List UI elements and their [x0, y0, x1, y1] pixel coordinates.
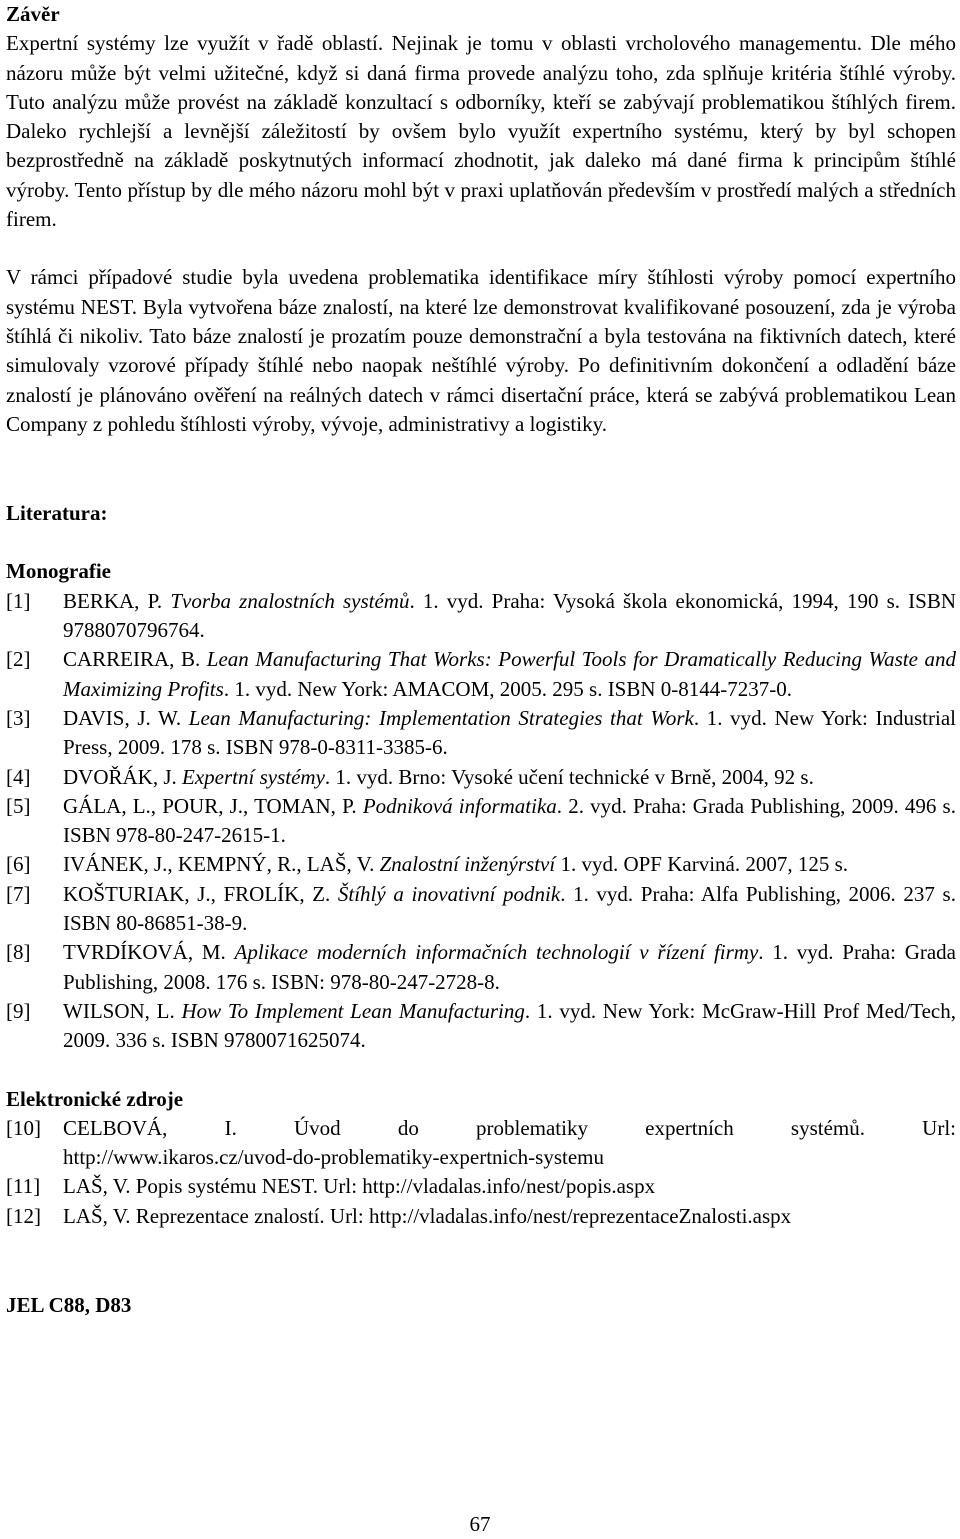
reference-text: DAVIS, J. W. Lean Manufacturing: Implementation Strategies that Work. 1. vyd. New York: Industrial Press, 2009. 178 s. ISBN 978-0-8311-3385-6.	[63, 705, 956, 760]
reference-title: Znalostní inženýrství	[379, 852, 556, 877]
reference-title: Štíhlý a inovativní podnik	[337, 881, 561, 906]
reference-text: BERKA, P. Tvorba znalostních systémů. 1. vyd. Praha: Vysoká škola ekonomická, 1994, 190 s. ISBN 9788070796764.	[63, 588, 957, 643]
reference-item	[6, 587, 956, 646]
reference-text: LAŠ, V. Popis systému NEST. Url: http://vladalas.info/nest/popis.aspx	[63, 1174, 656, 1199]
reference-number: [8]	[6, 940, 31, 965]
reference-title: Aplikace moderních informačních technologií v řízení firmy	[234, 940, 759, 965]
reference-item	[6, 1202, 956, 1231]
reference-item	[6, 997, 956, 1056]
reference-item	[6, 763, 956, 792]
reference-text: TVRDÍKOVÁ, M. Aplikace moderních informačních technologií v řízení firmy. 1. vyd. Praha: Grada Publishing, 2008. 176 s. ISBN: 978-80-247-2728-8.	[63, 940, 957, 994]
reference-number: [10]	[6, 1115, 41, 1140]
reference-title: Tvorba znalostních systémů	[170, 588, 410, 613]
reference-title: Lean Manufacturing That Works: Powerful Tools for Dramatically Reducing Waste and Maximizing Profits	[63, 647, 956, 701]
conclusion-paragraph-1: Expertní systémy lze využít v řadě oblastí. Nejinak je tomu v oblasti vrcholového managementu. Dle mého názoru může být velmi užitečné, když si daná firma provede analýzu toho, zda splňuje kritéria štíhlé výroby. Tuto analýzu může provést na základě konzultací s odborníky, kteří se zabývají problematikou štíhlých firem. Daleko rychlejší a levnější záležitostí by ovšem bylo využít expertního systému, který by byl schopen bezprostředně na základě poskytnutých informací zhodnotit, jak daleko má dané firma k principům štíhlé výroby. Tento přístup by dle mého názoru mohl být v praxi uplatňován především v prostředí malých a středních firem.	[6, 31, 956, 232]
reference-url[interactable]: http://www.ikaros.cz/uvod-do-problematiky-expertnich-systemu	[63, 1145, 605, 1170]
conclusion-paragraph-2: V rámci případové studie byla uvedena problematika identifikace míry štíhlosti výroby pomocí expertního systému NEST. Byla vytvořena báze znalostí, na které lze demonstrovat kvalifikované posouzení, zda je výroba štíhlá či nikoliv. Tato báze znalostí je prozatím pouze demonstrační a byla testována na fiktivních datech, které simulovaly vzorové případy štíhlé nebo naopak neštíhlé výroby. Po definitivním dokončení a odladění báze znalostí je plánováno ověření na reálných datech v rámci disertační práce, která se zabývá problematikou Lean Company z pohledu štíhlosti výroby, vývoje, administrativy a logistiky.	[6, 265, 956, 436]
reference-number: [4]	[6, 764, 31, 789]
reference-text: GÁLA, L., POUR, J., TOMAN, P. Podniková informatika. 2. vyd. Praha: Grada Publishing, 2009. 496 s. ISBN 978-80-247-2615-1.	[63, 793, 956, 848]
reference-item	[6, 938, 956, 997]
reference-item	[6, 880, 956, 939]
electronic-sources-list	[6, 1114, 956, 1231]
reference-item	[6, 1114, 956, 1173]
reference-text: DVOŘÁK, J. Expertní systémy. 1. vyd. Brno: Vysoké učení technické v Brně, 2004, 92 s.	[63, 764, 814, 789]
page-content	[6, 0, 956, 1320]
monographs-list	[6, 587, 956, 1056]
reference-number: [11]	[6, 1174, 41, 1199]
reference-number: [9]	[6, 998, 31, 1023]
reference-item	[6, 704, 956, 763]
reference-title: Podniková informatika	[362, 793, 557, 818]
reference-title: How To Implement Lean Manufacturing	[181, 998, 525, 1023]
reference-text: IVÁNEK, J., KEMPNÝ, R., LAŠ, V. Znalostní inženýrství 1. vyd. OPF Karviná. 2007, 125 s.	[63, 852, 849, 877]
reference-number: [5]	[6, 793, 31, 818]
reference-item	[6, 1172, 956, 1201]
reference-text: WILSON, L. How To Implement Lean Manufacturing. 1. vyd. New York: McGraw-Hill Prof Med/Tech, 2009. 336 s. ISBN 9780071625074.	[63, 998, 957, 1053]
reference-text: CARREIRA, B. Lean Manufacturing That Works: Powerful Tools for Dramatically Reducing Waste and Maximizing Profits. 1. vyd. New York: AMACOM, 2005. 295 s. ISBN 0-8144-7237-0.	[63, 647, 956, 701]
jel-classification: JEL C88, D83	[6, 1292, 132, 1317]
literature-heading: Literatura:	[6, 501, 108, 526]
reference-number: [7]	[6, 881, 31, 906]
reference-text: CELBOVÁ, I. Úvod do problematiky expertních systémů. Url:	[63, 1115, 956, 1140]
reference-title: Lean Manufacturing: Implementation Strategies that Work	[188, 705, 694, 730]
reference-title: Expertní systémy	[182, 764, 325, 789]
reference-number: [1]	[6, 588, 31, 613]
electronic-sources-heading: Elektronické zdroje	[6, 1086, 184, 1111]
reference-item	[6, 645, 956, 704]
reference-number: [6]	[6, 852, 31, 877]
reference-text: KOŠTURIAK, J., FROLÍK, Z. Štíhlý a inovativní podnik. 1. vyd. Praha: Alfa Publishing, 2006. 237 s. ISBN 80-86851-38-9.	[63, 881, 956, 936]
reference-number: [12]	[6, 1203, 41, 1228]
reference-number: [2]	[6, 647, 31, 672]
reference-number: [3]	[6, 705, 31, 730]
reference-text: LAŠ, V. Reprezentace znalostí. Url: http://vladalas.info/nest/reprezentaceZnalosti.aspx	[63, 1203, 792, 1228]
reference-item	[6, 792, 956, 851]
conclusion-heading: Závěr	[6, 2, 60, 26]
reference-item	[6, 850, 956, 879]
page-number: 67	[469, 1512, 491, 1536]
monographs-heading: Monografie	[6, 559, 111, 584]
